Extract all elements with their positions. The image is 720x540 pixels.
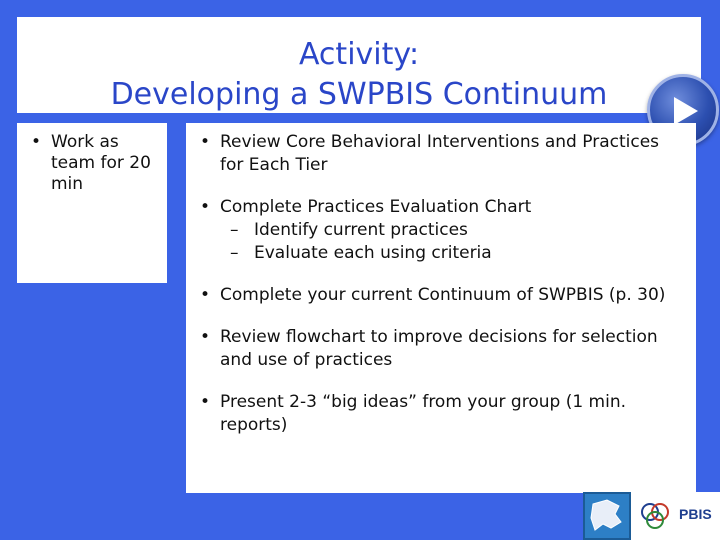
list-item: • Present 2-3 “big ideas” from your group (1 min. reports): [198, 391, 686, 437]
sub-item-text: Evaluate each using criteria: [254, 243, 492, 263]
logo-strip: [583, 492, 720, 540]
left-bullet: • Work as team for 20 min: [29, 132, 159, 195]
region-map-logo: [583, 492, 631, 540]
list-item: • Review flowchart to improve decisions for selection and use of practices: [198, 326, 686, 372]
pbis-rings-logo: [637, 500, 673, 532]
list-item: • Complete your current Continuum of SWPBIS (p. 30): [198, 284, 686, 307]
left-panel: [17, 123, 167, 283]
sub-item-text: Identify current practices: [254, 220, 468, 240]
dash: –: [230, 243, 239, 263]
main-panel: [186, 123, 696, 493]
slide-title-line1: Activity:: [298, 37, 420, 72]
slide-title-line2: Developing a SWPBIS Continuum: [110, 77, 608, 112]
pbis-logo-text: PBIS: [679, 506, 712, 522]
title-box: [17, 17, 701, 113]
list-item: • Complete Practices Evaluation Chart: [198, 196, 686, 219]
sub-item: [198, 242, 686, 265]
sub-item: [198, 219, 686, 242]
list-item: • Review Core Behavioral Interventions and Practices for Each Tier: [198, 131, 686, 177]
dash: –: [230, 220, 239, 240]
